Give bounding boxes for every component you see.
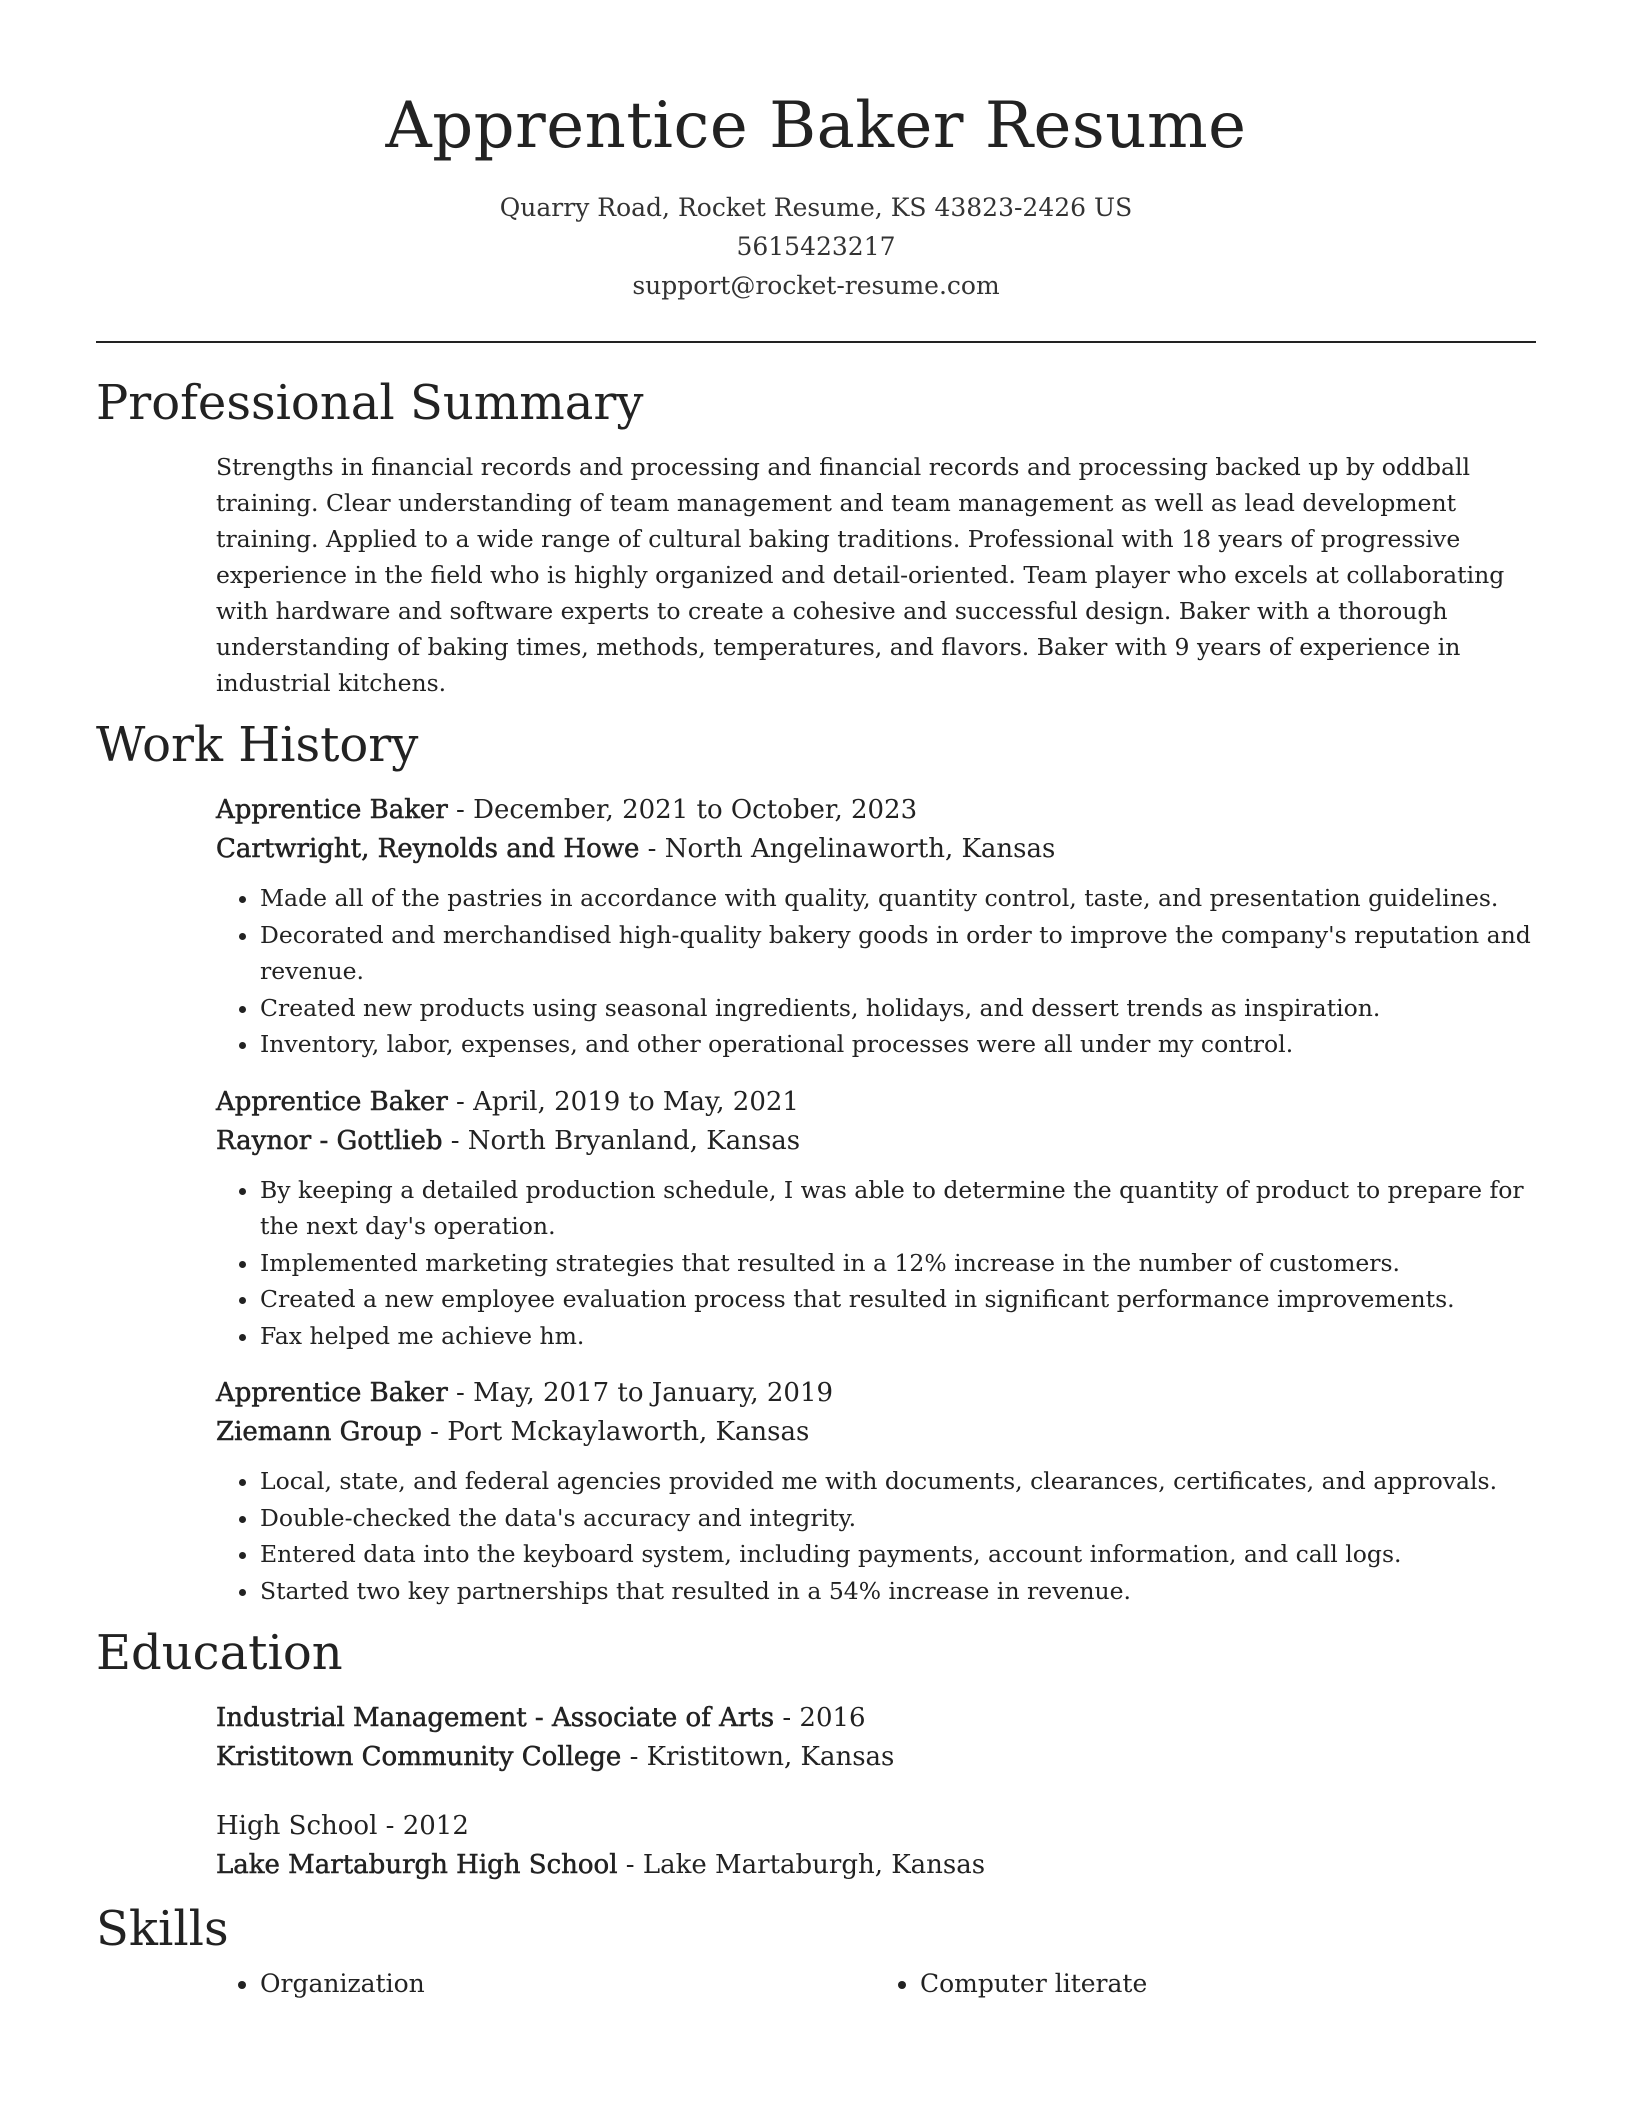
job-bullets (216, 1463, 1536, 1609)
education-degree-line (216, 1699, 1536, 1738)
summary-heading: Professional Summary (96, 375, 644, 431)
education-degree-line (216, 1807, 1536, 1846)
education-year: - 2016 (774, 1703, 866, 1733)
contact-address: Quarry Road, Rocket Resume, KS 43823-2426 US (499, 193, 1133, 222)
job-title: Apprentice Baker (216, 795, 448, 825)
job-title-line (216, 791, 1536, 830)
contact-phone: 5615423217 (736, 232, 896, 261)
header-divider (96, 341, 1536, 343)
education-entry-2 (96, 1807, 1536, 1885)
education-degree: High School (216, 1811, 378, 1841)
education-school-line (216, 1846, 1536, 1885)
skill-item: • Organization (260, 1965, 876, 2003)
job-company-line (216, 830, 1536, 869)
list-item: • Created a new employee evaluation process that resulted in significant performance improvements. (260, 1281, 1536, 1318)
resume-title: Apprentice Baker Resume (385, 89, 1247, 163)
skills-section (96, 1899, 1536, 2003)
job-entry-3 (96, 1374, 1536, 1609)
job-entry-2 (96, 1083, 1536, 1355)
job-dates: - April, 2019 to May, 2021 (447, 1086, 799, 1117)
list-item: • Double-checked the data's accuracy and integrity. (260, 1500, 1536, 1537)
job-dates: - May, 2017 to January, 2019 (447, 1378, 834, 1408)
contact-block (96, 188, 1536, 305)
work-history-heading: Work History (96, 717, 419, 773)
job-dates: - December, 2021 to October, 2023 (447, 795, 918, 825)
job-bullets (216, 1172, 1536, 1355)
job-bullets (216, 880, 1536, 1063)
job-company: Raynor - Gottlieb (216, 1125, 443, 1156)
list-item: • Inventory, labor, expenses, and other operational processes were all under my control. (260, 1026, 1536, 1063)
education-section (96, 1623, 1536, 1885)
skills-column-left (216, 1965, 876, 2003)
list-item: • Started two key partnerships that resulted in a 54% increase in revenue. (260, 1573, 1536, 1610)
job-title: Apprentice Baker (216, 1378, 448, 1408)
education-location: - Kristitown, Kansas (621, 1742, 895, 1772)
job-location: - North Bryanland, Kansas (442, 1125, 801, 1156)
skills-column-right (876, 1965, 1536, 2003)
list-item: • Implemented marketing strategies that resulted in a 12% increase in the number of customers. (260, 1245, 1536, 1282)
education-heading: Education (96, 1625, 343, 1681)
list-item: • Decorated and merchandised high-quality bakery goods in order to improve the company's reputation and revenue. (260, 917, 1536, 990)
list-item: • Entered data into the keyboard system, including payments, account information, and call logs. (260, 1536, 1536, 1573)
summary-text: Strengths in financial records and processing and financial records and processing backed up by oddball training. Clear understanding of team management and team management as well as lead development training. Applied to a wide range of cultural baking traditions. Professional with 18 years of progressive experience in the field who is highly organized and detail-oriented. Team player who excels at collaborating with hardware and software experts to create a cohesive and successful design. Baker with a thorough understanding of baking times, methods, temperatures, and flavors. Baker with 9 years of experience in industrial kitchens. (216, 453, 1505, 697)
skills-heading: Skills (96, 1901, 229, 1957)
job-title-line (216, 1083, 1536, 1122)
job-title-line (216, 1374, 1536, 1413)
list-item: • Local, state, and federal agencies provided me with documents, clearances, certificates, and approvals. (260, 1463, 1536, 1500)
skills-grid (96, 1965, 1536, 2003)
skill-item: • Computer literate (920, 1965, 1536, 2003)
job-entry-1 (96, 791, 1536, 1063)
work-history-section (96, 715, 1536, 1609)
contact-email: support@rocket-resume.com (632, 271, 1000, 300)
education-school: Lake Martaburgh High School (216, 1850, 618, 1880)
summary-section (96, 373, 1536, 701)
job-company: Ziemann Group (216, 1417, 422, 1447)
education-year: - 2012 (377, 1811, 469, 1841)
list-item: • Created new products using seasonal ingredients, holidays, and dessert trends as inspiration. (260, 990, 1536, 1027)
education-degree: Industrial Management - Associate of Arts (216, 1703, 775, 1733)
job-company: Cartwright, Reynolds and Howe (216, 834, 640, 864)
education-location: - Lake Martaburgh, Kansas (617, 1850, 986, 1880)
job-location: - Port Mckaylaworth, Kansas (421, 1417, 810, 1447)
job-company-line (216, 1122, 1536, 1161)
job-company-line (216, 1413, 1536, 1452)
job-location: - North Angelinaworth, Kansas (639, 834, 1056, 864)
list-item: • Made all of the pastries in accordance with quality, quantity control, taste, and presentation guidelines. (260, 880, 1536, 917)
education-school-line (216, 1738, 1536, 1777)
list-item: • Fax helped me achieve hm. (260, 1318, 1536, 1355)
education-school: Kristitown Community College (216, 1742, 622, 1772)
education-entry-1 (96, 1699, 1536, 1777)
resume-header (96, 0, 1536, 305)
job-title: Apprentice Baker (216, 1086, 448, 1117)
list-item: • By keeping a detailed production schedule, I was able to determine the quantity of product to prepare for the next day's operation. (260, 1172, 1536, 1245)
